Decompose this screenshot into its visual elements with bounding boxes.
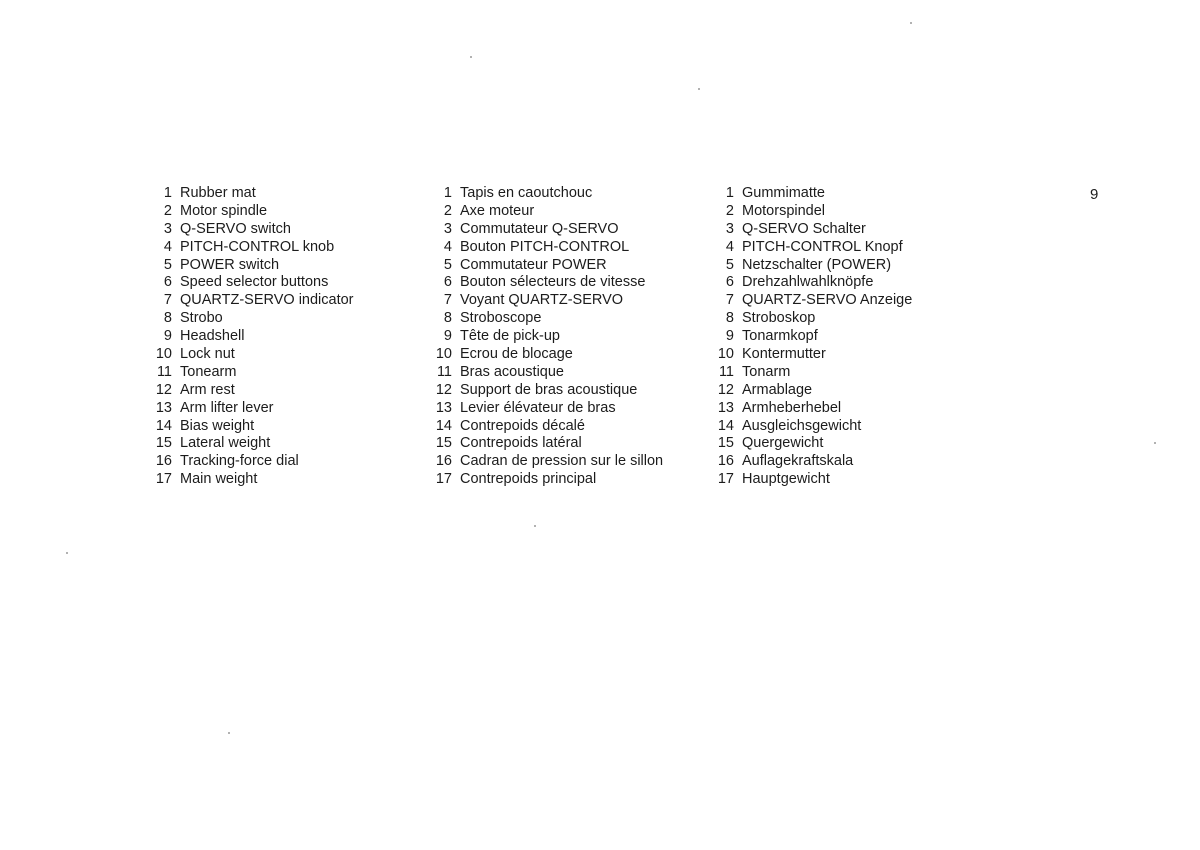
part-item [426, 435, 663, 453]
part-item [426, 203, 663, 221]
part-label: Bias weight [180, 417, 255, 434]
part-item [146, 239, 354, 257]
part-item [426, 274, 663, 292]
part-label: Main weight [180, 471, 258, 488]
part-number: 14 [155, 417, 172, 434]
part-number: 14 [717, 417, 734, 434]
part-item [426, 292, 663, 310]
part-number: 12 [717, 381, 734, 398]
part-label: Contrepoids principal [460, 471, 597, 488]
part-item [708, 382, 912, 400]
part-item [426, 471, 663, 489]
part-label: Headshell [180, 328, 245, 345]
part-label: Contrepoids latéral [460, 435, 582, 452]
part-label: Commutateur Q-SERVO [460, 220, 619, 237]
part-label: Hauptgewicht [742, 471, 830, 488]
part-item [708, 400, 912, 418]
part-item [146, 400, 354, 418]
part-number: 3 [163, 220, 172, 237]
part-item [426, 257, 663, 275]
part-label: POWER switch [180, 256, 280, 273]
part-item [708, 257, 912, 275]
part-number: 16 [435, 453, 452, 470]
part-item [146, 418, 354, 436]
part-number: 11 [436, 363, 452, 380]
part-item [426, 185, 663, 203]
part-number: 15 [435, 435, 452, 452]
part-label: Contrepoids décalé [460, 417, 585, 434]
part-label: Strobo [180, 310, 223, 327]
part-label: Quergewicht [742, 435, 824, 452]
part-label: Netzschalter (POWER) [742, 256, 892, 273]
part-item [708, 471, 912, 489]
part-item [146, 346, 354, 364]
part-number: 3 [725, 220, 734, 237]
part-number: 8 [443, 310, 452, 327]
part-item [708, 292, 912, 310]
part-number: 16 [155, 453, 172, 470]
part-number: 15 [717, 435, 734, 452]
part-label: Tapis en caoutchouc [460, 185, 593, 201]
part-item [708, 364, 912, 382]
part-number: 12 [155, 381, 172, 398]
part-label: Commutateur POWER [460, 256, 607, 273]
part-number: 1 [443, 185, 452, 201]
part-label: PITCH-CONTROL knob [180, 238, 335, 255]
part-label: QUARTZ-SERVO Anzeige [742, 292, 913, 309]
english-parts-column [146, 185, 354, 489]
part-item [708, 274, 912, 292]
part-item [146, 453, 354, 471]
part-number: 3 [443, 220, 452, 237]
part-item [426, 364, 663, 382]
part-label: Auflagekraftskala [742, 453, 854, 470]
scan-speck [228, 732, 230, 734]
part-number: 5 [163, 256, 172, 273]
part-label: Q-SERVO Schalter [742, 220, 866, 237]
part-item [146, 292, 354, 310]
part-label: Drehzahlwahlknöpfe [742, 274, 874, 291]
part-number: 7 [443, 292, 452, 309]
part-item [708, 185, 912, 203]
part-label: Gummimatte [742, 185, 825, 201]
part-item [426, 328, 663, 346]
part-label: Tracking-force dial [180, 453, 299, 470]
part-label: Ecrou de blocage [460, 346, 573, 363]
part-label: Levier élévateur de bras [460, 399, 616, 416]
part-label: Armheberhebel [742, 399, 842, 416]
part-item [708, 435, 912, 453]
part-number: 13 [435, 399, 452, 416]
part-number: 4 [163, 238, 172, 255]
part-number: 6 [443, 274, 452, 291]
part-label: Rubber mat [180, 185, 256, 201]
part-label: Bouton PITCH-CONTROL [460, 238, 630, 255]
part-item [708, 418, 912, 436]
part-item [708, 239, 912, 257]
scan-speck [1154, 442, 1156, 444]
part-label: Bouton sélecteurs de vitesse [460, 274, 646, 291]
part-number: 1 [725, 185, 734, 201]
part-item [146, 274, 354, 292]
scan-speck [910, 22, 912, 24]
part-item [708, 310, 912, 328]
part-number: 10 [435, 346, 452, 363]
scan-speck [534, 525, 536, 527]
part-label: Tête de pick-up [460, 328, 560, 345]
part-item [708, 221, 912, 239]
part-number: 16 [717, 453, 734, 470]
part-label: Tonearm [180, 363, 237, 380]
part-number: 17 [155, 471, 172, 488]
part-number: 14 [435, 417, 452, 434]
part-item [426, 418, 663, 436]
part-number: 5 [443, 256, 452, 273]
part-label: Voyant QUARTZ-SERVO [460, 292, 624, 309]
part-number: 11 [718, 363, 734, 380]
part-number: 6 [725, 274, 734, 291]
part-item [426, 453, 663, 471]
part-number: 1 [163, 185, 172, 201]
part-number: 4 [443, 238, 452, 255]
part-number: 13 [155, 399, 172, 416]
part-number: 8 [725, 310, 734, 327]
part-item [426, 221, 663, 239]
part-item [426, 400, 663, 418]
part-item [146, 203, 354, 221]
part-number: 9 [725, 328, 734, 345]
part-item [426, 310, 663, 328]
part-item [146, 364, 354, 382]
part-item [708, 203, 912, 221]
part-number: 15 [155, 435, 172, 452]
part-label: Cadran de pression sur le sillon [460, 453, 664, 470]
part-item [146, 257, 354, 275]
scan-speck [66, 552, 68, 554]
part-label: Arm lifter lever [180, 399, 274, 416]
part-number: 12 [435, 381, 452, 398]
page-number: 9 [1090, 186, 1099, 203]
part-label: PITCH-CONTROL Knopf [742, 238, 903, 255]
part-label: Kontermutter [742, 346, 826, 363]
part-label: Ausgleichsgewicht [742, 417, 862, 434]
part-item [146, 471, 354, 489]
part-label: Stroboskop [742, 310, 816, 327]
part-number: 17 [435, 471, 452, 488]
part-number: 13 [717, 399, 734, 416]
part-label: Tonarm [742, 363, 791, 380]
part-number: 9 [163, 328, 172, 345]
part-label: Axe moteur [460, 202, 535, 219]
part-item [426, 382, 663, 400]
part-label: Armablage [742, 381, 813, 398]
part-item [708, 328, 912, 346]
part-label: Q-SERVO switch [180, 220, 291, 237]
part-item [146, 221, 354, 239]
part-number: 10 [155, 346, 172, 363]
scan-speck [470, 56, 472, 58]
part-number: 4 [725, 238, 734, 255]
part-number: 10 [717, 346, 734, 363]
part-number: 11 [156, 363, 172, 380]
part-label: Arm rest [180, 381, 235, 398]
french-parts-column [426, 185, 663, 489]
part-label: Support de bras acoustique [460, 381, 638, 398]
part-label: Speed selector buttons [180, 274, 329, 291]
part-number: 2 [443, 202, 452, 219]
part-item [146, 185, 354, 203]
german-parts-column [708, 185, 912, 489]
part-label: Motor spindle [180, 202, 268, 219]
part-number: 2 [163, 202, 172, 219]
part-number: 7 [725, 292, 734, 309]
part-number: 8 [163, 310, 172, 327]
part-item [426, 346, 663, 364]
part-label: Motorspindel [742, 202, 826, 219]
part-item [708, 346, 912, 364]
part-item [146, 328, 354, 346]
part-item [146, 310, 354, 328]
part-item [708, 453, 912, 471]
part-number: 2 [725, 202, 734, 219]
part-label: Lateral weight [180, 435, 271, 452]
part-number: 7 [163, 292, 172, 309]
part-number: 5 [725, 256, 734, 273]
part-item [146, 435, 354, 453]
part-label: Stroboscope [460, 310, 542, 327]
part-item [146, 382, 354, 400]
part-label: QUARTZ-SERVO indicator [180, 292, 354, 309]
part-label: Lock nut [180, 346, 235, 363]
scan-speck [698, 88, 700, 90]
part-item [426, 239, 663, 257]
part-number: 17 [717, 471, 734, 488]
part-number: 6 [163, 274, 172, 291]
part-number: 9 [443, 328, 452, 345]
part-label: Bras acoustique [460, 363, 564, 380]
part-label: Tonarmkopf [742, 328, 818, 345]
